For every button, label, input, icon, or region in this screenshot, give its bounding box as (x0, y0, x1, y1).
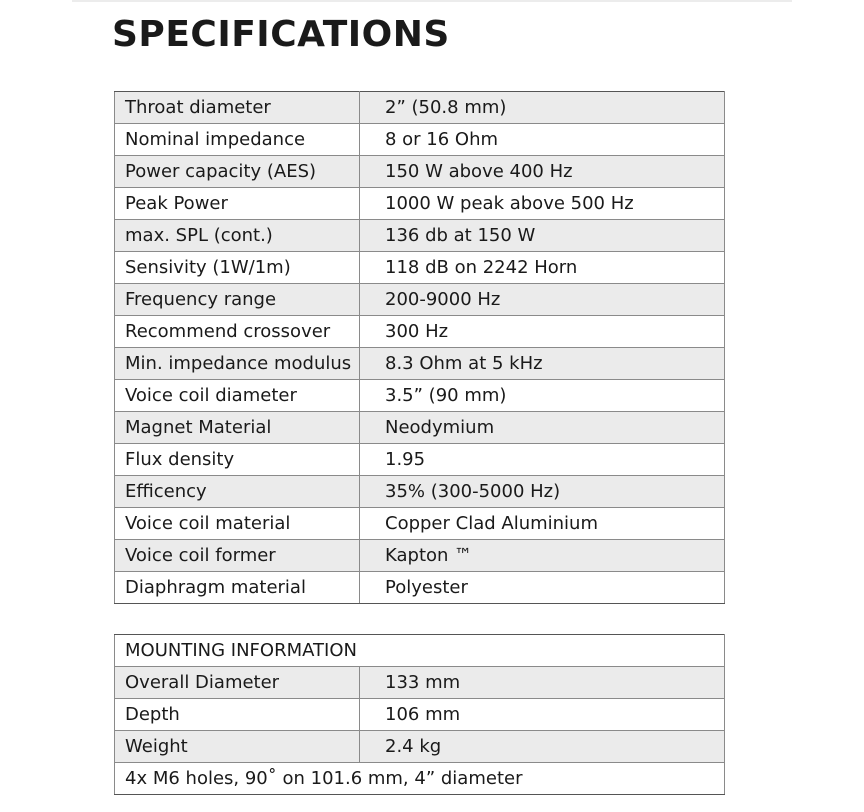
table-row (115, 731, 725, 763)
spec-label: Flux density (115, 444, 360, 476)
table-row (115, 540, 725, 572)
spec-label: Nominal impedance (115, 124, 360, 156)
mounting-note-row (115, 763, 725, 795)
table-row (115, 667, 725, 699)
spec-value: 1.95 (360, 444, 725, 476)
spec-label: Frequency range (115, 284, 360, 316)
spec-label: Min. impedance modulus (115, 348, 360, 380)
spec-label: Voice coil material (115, 508, 360, 540)
spec-value: 2.4 kg (360, 731, 725, 763)
spec-value: 136 db at 150 W (360, 220, 725, 252)
spec-value: 2” (50.8 mm) (360, 92, 725, 124)
spec-label: Power capacity (AES) (115, 156, 360, 188)
table-row (115, 188, 725, 220)
table-row (115, 348, 725, 380)
spec-value: 106 mm (360, 699, 725, 731)
mounting-information-table (114, 634, 725, 795)
table-row (115, 476, 725, 508)
spec-value: Neodymium (360, 412, 725, 444)
spec-label: Throat diameter (115, 92, 360, 124)
mounting-header: MOUNTING INFORMATION (115, 635, 725, 667)
table-row (115, 124, 725, 156)
spec-label: Peak Power (115, 188, 360, 220)
spec-value: 8.3 Ohm at 5 kHz (360, 348, 725, 380)
table-row (115, 380, 725, 412)
spec-label: Recommend crossover (115, 316, 360, 348)
table-row (115, 92, 725, 124)
table-row (115, 572, 725, 604)
page-title: SPECIFICATIONS (112, 14, 450, 55)
mounting-body (115, 635, 725, 795)
table-row (115, 220, 725, 252)
specifications-table (114, 91, 725, 604)
spec-value: 150 W above 400 Hz (360, 156, 725, 188)
mounting-note: 4x M6 holes, 90˚ on 101.6 mm, 4” diameter (115, 763, 725, 795)
table-row (115, 156, 725, 188)
spec-value: Copper Clad Aluminium (360, 508, 725, 540)
spec-value: 3.5” (90 mm) (360, 380, 725, 412)
spec-label: max. SPL (cont.) (115, 220, 360, 252)
top-divider (72, 0, 792, 2)
table-row (115, 699, 725, 731)
spec-label: Weight (115, 731, 360, 763)
spec-value: 35% (300-5000 Hz) (360, 476, 725, 508)
table-row (115, 252, 725, 284)
spec-value: 118 dB on 2242 Horn (360, 252, 725, 284)
specifications-body (115, 92, 725, 604)
spec-label: Voice coil former (115, 540, 360, 572)
spec-value: 300 Hz (360, 316, 725, 348)
mounting-header-row (115, 635, 725, 667)
spec-value: Polyester (360, 572, 725, 604)
table-row (115, 412, 725, 444)
spec-value: Kapton ™ (360, 540, 725, 572)
spec-label: Sensivity (1W/1m) (115, 252, 360, 284)
spec-label: Depth (115, 699, 360, 731)
spec-label: Magnet Material (115, 412, 360, 444)
spec-value: 200-9000 Hz (360, 284, 725, 316)
spec-label: Overall Diameter (115, 667, 360, 699)
table-row (115, 444, 725, 476)
spec-label: Diaphragm material (115, 572, 360, 604)
spec-label: Voice coil diameter (115, 380, 360, 412)
table-row (115, 284, 725, 316)
spec-label: Efficency (115, 476, 360, 508)
spec-value: 1000 W peak above 500 Hz (360, 188, 725, 220)
spec-value: 133 mm (360, 667, 725, 699)
spec-value: 8 or 16 Ohm (360, 124, 725, 156)
table-row (115, 508, 725, 540)
table-row (115, 316, 725, 348)
